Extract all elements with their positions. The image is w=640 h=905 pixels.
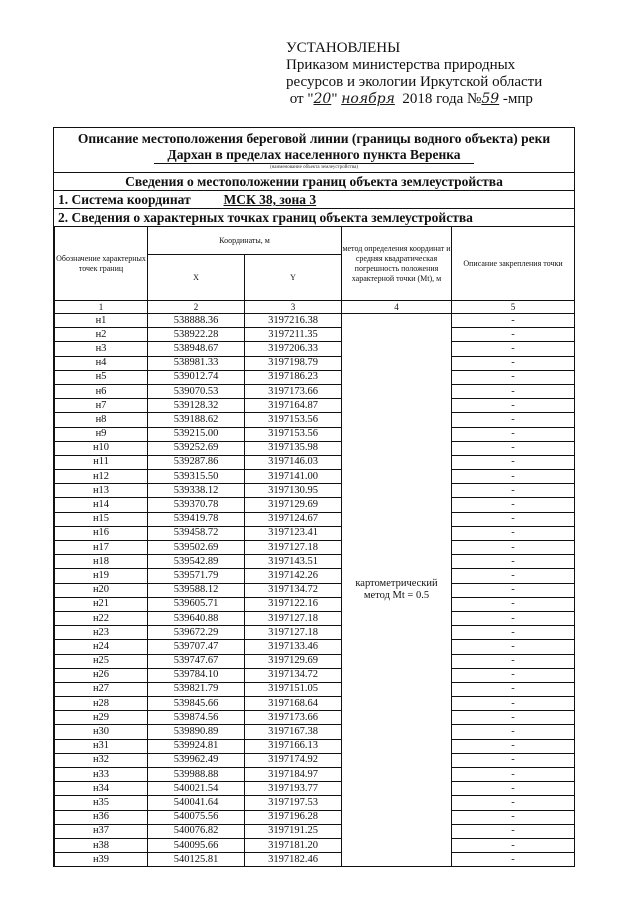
point-y: 3197127.18 xyxy=(245,626,342,640)
point-x: 539458.72 xyxy=(148,526,245,540)
point-y: 3197129.69 xyxy=(245,498,342,512)
point-y: 3197197.53 xyxy=(245,796,342,810)
table-row xyxy=(55,328,575,342)
table-row xyxy=(55,314,575,328)
point-y: 3197123.41 xyxy=(245,526,342,540)
point-id: н7 xyxy=(55,399,148,413)
point-id: н22 xyxy=(55,611,148,625)
approval-stamp xyxy=(286,40,616,108)
point-id: н14 xyxy=(55,498,148,512)
table-row xyxy=(55,668,575,682)
point-y: 3197135.98 xyxy=(245,441,342,455)
point-id: н18 xyxy=(55,555,148,569)
point-id: н21 xyxy=(55,597,148,611)
table-row xyxy=(55,753,575,767)
point-x: 540095.66 xyxy=(148,838,245,852)
point-x: 539370.78 xyxy=(148,498,245,512)
point-y: 3197193.77 xyxy=(245,782,342,796)
header-y: Y xyxy=(245,255,342,301)
point-y: 3197127.18 xyxy=(245,611,342,625)
points-table-body xyxy=(55,314,575,867)
point-id: н4 xyxy=(55,356,148,370)
point-fixing: - xyxy=(452,541,575,555)
point-y: 3197133.46 xyxy=(245,640,342,654)
point-y: 3197186.23 xyxy=(245,370,342,384)
point-fixing: - xyxy=(452,555,575,569)
point-fixing: - xyxy=(452,838,575,852)
point-x: 539962.49 xyxy=(148,753,245,767)
table-row xyxy=(55,583,575,597)
order-suffix: -мпр xyxy=(502,91,533,107)
point-x: 538948.67 xyxy=(148,342,245,356)
table-row xyxy=(55,711,575,725)
point-id: н31 xyxy=(55,739,148,753)
header-x: X xyxy=(148,255,245,301)
point-fixing: - xyxy=(452,413,575,427)
point-id: н39 xyxy=(55,853,148,867)
document-frame xyxy=(53,127,575,867)
point-x: 539419.78 xyxy=(148,512,245,526)
point-x: 539890.89 xyxy=(148,725,245,739)
point-y: 3197151.05 xyxy=(245,682,342,696)
point-y: 3197216.38 xyxy=(245,314,342,328)
point-id: н6 xyxy=(55,384,148,398)
table-row xyxy=(55,810,575,824)
point-y: 3197129.69 xyxy=(245,654,342,668)
table-row xyxy=(55,611,575,625)
point-fixing: - xyxy=(452,853,575,867)
column-number: 3 xyxy=(245,301,342,314)
point-id: н34 xyxy=(55,782,148,796)
point-y: 3197206.33 xyxy=(245,342,342,356)
approval-heading: УСТАНОВЛЕНЫ xyxy=(286,40,401,56)
point-fixing: - xyxy=(452,470,575,484)
coord-system-label: 1. Система координат xyxy=(58,192,191,207)
point-x: 539252.69 xyxy=(148,441,245,455)
point-fixing: - xyxy=(452,697,575,711)
point-x: 540041.64 xyxy=(148,796,245,810)
point-x: 539188.62 xyxy=(148,413,245,427)
point-fixing: - xyxy=(452,314,575,328)
point-x: 540075.56 xyxy=(148,810,245,824)
point-id: н13 xyxy=(55,484,148,498)
table-row xyxy=(55,399,575,413)
table-row xyxy=(55,853,575,867)
point-y: 3197167.38 xyxy=(245,725,342,739)
table-row xyxy=(55,626,575,640)
point-y: 3197130.95 xyxy=(245,484,342,498)
header-point-designation: Обозначение характерных точек границ xyxy=(55,227,148,301)
point-id: н28 xyxy=(55,697,148,711)
point-id: н10 xyxy=(55,441,148,455)
point-id: н12 xyxy=(55,470,148,484)
table-row xyxy=(55,455,575,469)
date-year: 2018 года № xyxy=(402,91,482,107)
point-fixing: - xyxy=(452,711,575,725)
point-id: н23 xyxy=(55,626,148,640)
point-y: 3197164.87 xyxy=(245,399,342,413)
column-number-row xyxy=(55,301,575,314)
point-id: н32 xyxy=(55,753,148,767)
point-id: н37 xyxy=(55,824,148,838)
table-row xyxy=(55,569,575,583)
point-x: 538922.28 xyxy=(148,328,245,342)
points-header: 2. Сведения о характерных точках границ объекта землеустройства xyxy=(54,208,574,226)
point-x: 539012.74 xyxy=(148,370,245,384)
table-row xyxy=(55,555,575,569)
point-y: 3197122.16 xyxy=(245,597,342,611)
point-y: 3197173.66 xyxy=(245,384,342,398)
point-fixing: - xyxy=(452,682,575,696)
point-y: 3197174.92 xyxy=(245,753,342,767)
point-y: 3197134.72 xyxy=(245,668,342,682)
table-row xyxy=(55,838,575,852)
point-id: н16 xyxy=(55,526,148,540)
order-number: 59 xyxy=(481,91,500,107)
point-x: 540021.54 xyxy=(148,782,245,796)
point-x: 539542.89 xyxy=(148,555,245,569)
point-fixing: - xyxy=(452,739,575,753)
table-row xyxy=(55,342,575,356)
point-id: н3 xyxy=(55,342,148,356)
point-y: 3197182.46 xyxy=(245,853,342,867)
table-row xyxy=(55,796,575,810)
point-fixing: - xyxy=(452,611,575,625)
date-month: ноября xyxy=(341,91,395,107)
point-y: 3197134.72 xyxy=(245,583,342,597)
table-row xyxy=(55,782,575,796)
point-fixing: - xyxy=(452,654,575,668)
point-id: н2 xyxy=(55,328,148,342)
table-row xyxy=(55,739,575,753)
table-row xyxy=(55,824,575,838)
point-id: н30 xyxy=(55,725,148,739)
document-title: Описание местоположения береговой линии (границы водного объекта) реки Дархан в пределах населенного пункта Веренка xyxy=(77,131,551,162)
point-fixing: - xyxy=(452,498,575,512)
point-y: 3197173.66 xyxy=(245,711,342,725)
approval-order-line: Приказом министерства природных xyxy=(286,57,516,73)
point-x: 539747.67 xyxy=(148,654,245,668)
column-number: 1 xyxy=(55,301,148,314)
point-id: н25 xyxy=(55,654,148,668)
title-note: (наименование объекта землеустройства) xyxy=(154,163,474,172)
header-coordinates: Координаты, м xyxy=(148,227,342,255)
point-id: н27 xyxy=(55,682,148,696)
points-table xyxy=(54,226,575,867)
point-fixing: - xyxy=(452,441,575,455)
table-row xyxy=(55,384,575,398)
table-row xyxy=(55,541,575,555)
point-fixing: - xyxy=(452,569,575,583)
point-x: 539128.32 xyxy=(148,399,245,413)
point-x: 539605.71 xyxy=(148,597,245,611)
table-row xyxy=(55,526,575,540)
point-x: 539821.79 xyxy=(148,682,245,696)
column-number: 2 xyxy=(148,301,245,314)
point-fixing: - xyxy=(452,583,575,597)
point-y: 3197181.20 xyxy=(245,838,342,852)
method-line-1: картометрический xyxy=(355,578,438,590)
table-row xyxy=(55,682,575,696)
point-fixing: - xyxy=(452,796,575,810)
point-id: н26 xyxy=(55,668,148,682)
point-fixing: - xyxy=(452,342,575,356)
point-id: н5 xyxy=(55,370,148,384)
point-y: 3197141.00 xyxy=(245,470,342,484)
point-id: н24 xyxy=(55,640,148,654)
point-y: 3197153.56 xyxy=(245,413,342,427)
point-fixing: - xyxy=(452,427,575,441)
table-row xyxy=(55,725,575,739)
table-row xyxy=(55,413,575,427)
column-number: 4 xyxy=(342,301,452,314)
point-x: 539215.00 xyxy=(148,427,245,441)
table-row xyxy=(55,654,575,668)
table-row xyxy=(55,768,575,782)
point-fixing: - xyxy=(452,455,575,469)
table-row xyxy=(55,484,575,498)
table-row xyxy=(55,356,575,370)
point-y: 3197153.56 xyxy=(245,427,342,441)
point-x: 539338.12 xyxy=(148,484,245,498)
table-row xyxy=(55,697,575,711)
point-fixing: - xyxy=(452,810,575,824)
point-x: 539924.81 xyxy=(148,739,245,753)
point-id: н38 xyxy=(55,838,148,852)
point-id: н9 xyxy=(55,427,148,441)
point-fixing: - xyxy=(452,668,575,682)
point-id: н19 xyxy=(55,569,148,583)
coord-system-value: МСК 38, зона 3 xyxy=(223,192,317,207)
point-id: н1 xyxy=(55,314,148,328)
method-cell xyxy=(342,314,452,867)
point-x: 540076.82 xyxy=(148,824,245,838)
point-x: 539988.88 xyxy=(148,768,245,782)
point-y: 3197127.18 xyxy=(245,541,342,555)
point-fixing: - xyxy=(452,725,575,739)
point-y: 3197184.97 xyxy=(245,768,342,782)
point-fixing: - xyxy=(452,328,575,342)
point-fixing: - xyxy=(452,370,575,384)
point-id: н11 xyxy=(55,455,148,469)
point-fixing: - xyxy=(452,824,575,838)
point-x: 539640.88 xyxy=(148,611,245,625)
section-header: Сведения о местоположении границ объекта землеустройства xyxy=(54,172,574,190)
header-fixing: Описание закрепления точки xyxy=(452,227,575,301)
point-id: н29 xyxy=(55,711,148,725)
coord-system-row xyxy=(54,190,574,208)
table-row xyxy=(55,370,575,384)
table-row xyxy=(55,597,575,611)
point-y: 3197142.26 xyxy=(245,569,342,583)
point-fixing: - xyxy=(452,768,575,782)
point-fixing: - xyxy=(452,626,575,640)
point-fixing: - xyxy=(452,356,575,370)
point-y: 3197198.79 xyxy=(245,356,342,370)
point-id: н20 xyxy=(55,583,148,597)
date-prefix: от " xyxy=(289,91,314,107)
point-x: 539502.69 xyxy=(148,541,245,555)
point-fixing: - xyxy=(452,597,575,611)
point-y: 3197124.67 xyxy=(245,512,342,526)
date-day: 20 xyxy=(313,91,332,107)
point-x: 539874.56 xyxy=(148,711,245,725)
table-row xyxy=(55,512,575,526)
point-id: н8 xyxy=(55,413,148,427)
method-line-2: метод Mt = 0.5 xyxy=(363,590,430,602)
point-x: 539571.79 xyxy=(148,569,245,583)
point-x: 539315.50 xyxy=(148,470,245,484)
point-fixing: - xyxy=(452,782,575,796)
point-y: 3197168.64 xyxy=(245,697,342,711)
point-y: 3197191.25 xyxy=(245,824,342,838)
point-y: 3197211.35 xyxy=(245,328,342,342)
point-fixing: - xyxy=(452,512,575,526)
point-x: 539287.86 xyxy=(148,455,245,469)
point-x: 539672.29 xyxy=(148,626,245,640)
point-id: н36 xyxy=(55,810,148,824)
approval-ministry-line: ресурсов и экологии Иркутской области xyxy=(286,74,543,90)
table-row xyxy=(55,498,575,512)
column-number: 5 xyxy=(452,301,575,314)
point-id: н15 xyxy=(55,512,148,526)
point-fixing: - xyxy=(452,384,575,398)
point-x: 539784.10 xyxy=(148,668,245,682)
point-id: н33 xyxy=(55,768,148,782)
table-row xyxy=(55,441,575,455)
point-fixing: - xyxy=(452,484,575,498)
point-x: 539707.47 xyxy=(148,640,245,654)
point-y: 3197146.03 xyxy=(245,455,342,469)
point-y: 3197166.13 xyxy=(245,739,342,753)
table-row xyxy=(55,427,575,441)
point-fixing: - xyxy=(452,399,575,413)
point-x: 538888.36 xyxy=(148,314,245,328)
point-x: 539588.12 xyxy=(148,583,245,597)
point-id: н17 xyxy=(55,541,148,555)
point-x: 539845.66 xyxy=(148,697,245,711)
point-y: 3197196.28 xyxy=(245,810,342,824)
approval-date-line xyxy=(286,91,616,108)
header-method: метод определения координат и средняя квадратическая погрешность положения характерной точки (Mt), м xyxy=(342,227,452,301)
point-fixing: - xyxy=(452,753,575,767)
point-x: 538981.33 xyxy=(148,356,245,370)
table-row xyxy=(55,640,575,654)
point-x: 540125.81 xyxy=(148,853,245,867)
point-id: н35 xyxy=(55,796,148,810)
date-quote-close: " xyxy=(331,91,338,107)
point-fixing: - xyxy=(452,526,575,540)
table-row xyxy=(55,470,575,484)
point-fixing: - xyxy=(452,640,575,654)
point-y: 3197143.51 xyxy=(245,555,342,569)
point-x: 539070.53 xyxy=(148,384,245,398)
